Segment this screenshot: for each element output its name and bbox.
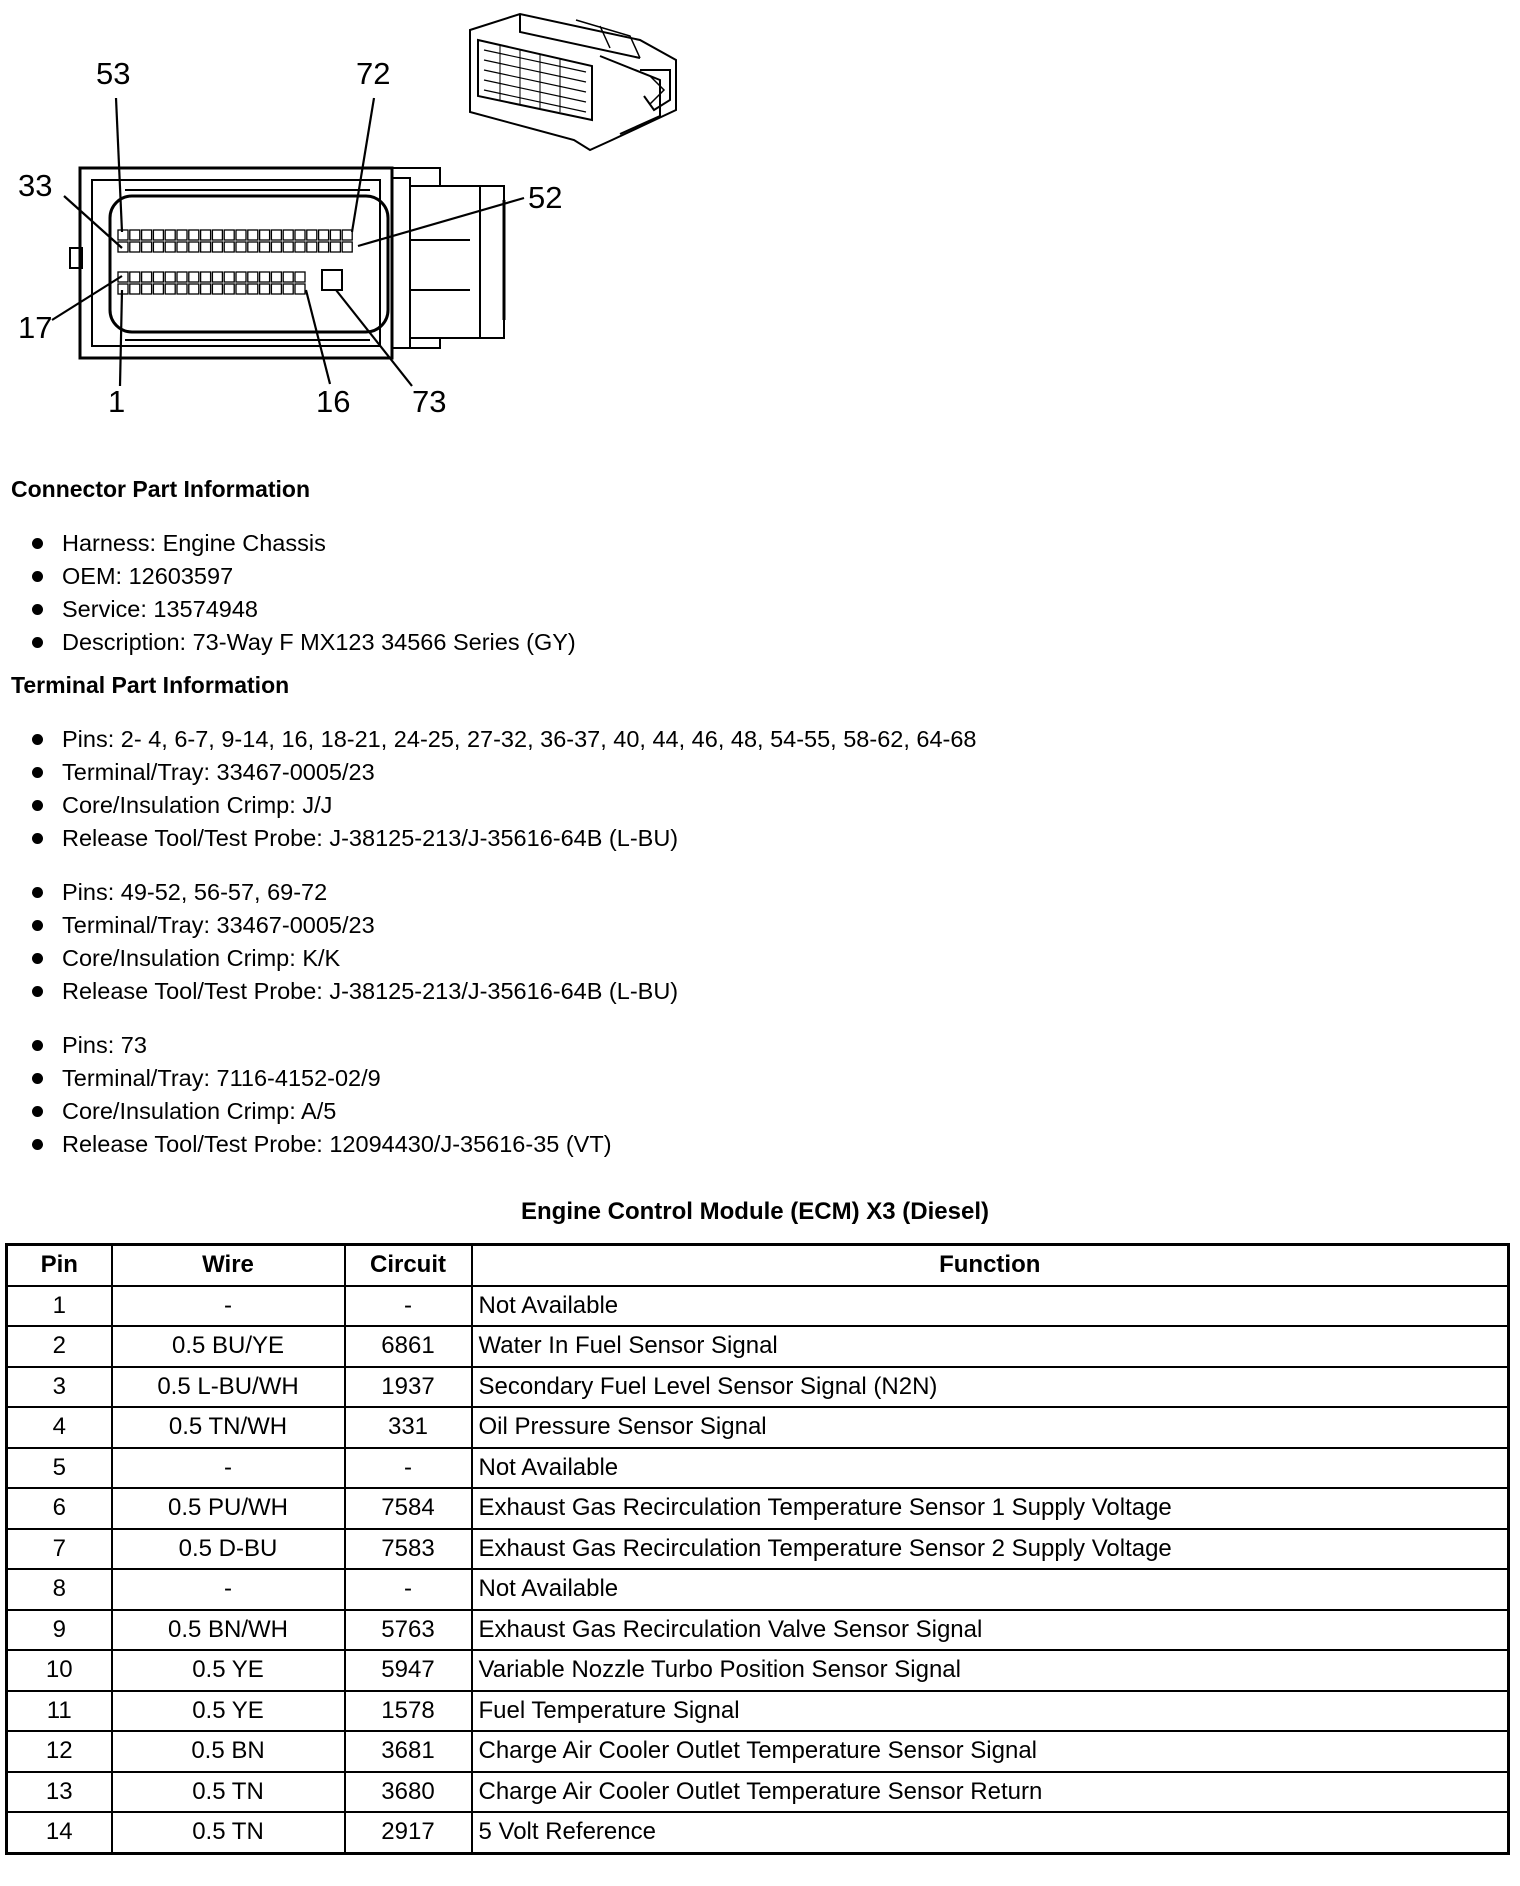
function-cell: Secondary Fuel Level Sensor Signal (N2N)	[472, 1367, 1509, 1408]
table-row	[7, 1407, 1509, 1448]
list-item	[30, 822, 977, 855]
function-cell: Not Available	[472, 1286, 1509, 1327]
list-item	[30, 1095, 612, 1128]
wire-cell: 0.5 TN/WH	[112, 1407, 345, 1448]
pin-cavity	[271, 284, 281, 294]
pin-cell: 4	[7, 1407, 112, 1448]
pin-cavity	[248, 242, 258, 252]
list-item	[30, 1029, 612, 1062]
pin-cavity	[189, 272, 199, 282]
pin-table	[5, 1243, 1510, 1855]
wire-cell: 0.5 TN	[112, 1812, 345, 1853]
pin-cavity	[224, 284, 234, 294]
table-header-row	[7, 1245, 1509, 1286]
list-item	[30, 626, 576, 659]
bullet-icon	[32, 887, 43, 898]
connector-housing	[70, 168, 504, 358]
function-cell: Charge Air Cooler Outlet Temperature Sensor Signal	[472, 1731, 1509, 1772]
pin-cavity	[130, 242, 140, 252]
pin-cell: 8	[7, 1569, 112, 1610]
list-item-text: Service: 13574948	[62, 596, 258, 622]
pin-cavity	[201, 230, 211, 240]
table-row	[7, 1448, 1509, 1489]
function-cell: Variable Nozzle Turbo Position Sensor Signal	[472, 1650, 1509, 1691]
table-row	[7, 1367, 1509, 1408]
pin-cavity	[330, 242, 340, 252]
circuit-cell: 3681	[345, 1731, 472, 1772]
pin-cavity	[236, 242, 246, 252]
pin-cavity	[142, 284, 152, 294]
bullet-icon	[32, 986, 43, 997]
pin-cavity	[271, 242, 281, 252]
pin-cell: 13	[7, 1772, 112, 1813]
pin-cell: 5	[7, 1448, 112, 1489]
connector-diagram	[0, 0, 1520, 440]
terminal-group-1	[30, 723, 977, 855]
pin-73-cavity	[322, 270, 342, 290]
pin-cavity	[177, 284, 187, 294]
pin-cavity	[330, 230, 340, 240]
circuit-cell: 3680	[345, 1772, 472, 1813]
function-cell: Charge Air Cooler Outlet Temperature Sensor Return	[472, 1772, 1509, 1813]
circuit-cell: 2917	[345, 1812, 472, 1853]
pin-cavity	[260, 284, 270, 294]
bullet-icon	[32, 833, 43, 844]
pin-cell: 6	[7, 1488, 112, 1529]
list-item	[30, 756, 977, 789]
pin-cavity	[248, 284, 258, 294]
pin-cavity	[201, 242, 211, 252]
function-cell: Exhaust Gas Recirculation Temperature Sensor 2 Supply Voltage	[472, 1529, 1509, 1570]
callout-33: 33	[18, 168, 53, 203]
function-cell: Exhaust Gas Recirculation Valve Sensor Signal	[472, 1610, 1509, 1651]
list-item	[30, 593, 576, 626]
pin-table-body	[7, 1286, 1509, 1854]
bullet-icon	[32, 734, 43, 745]
pin-cavity	[295, 230, 305, 240]
table-row	[7, 1326, 1509, 1367]
pin-cavity	[201, 284, 211, 294]
pin-cavity	[189, 242, 199, 252]
callout-52: 52	[528, 180, 563, 215]
pin-cavity	[248, 272, 258, 282]
circuit-cell: -	[345, 1448, 472, 1489]
list-item-text: Release Tool/Test Probe: 12094430/J-35616-35 (VT)	[62, 1131, 612, 1157]
pin-cavity	[189, 284, 199, 294]
table-row	[7, 1772, 1509, 1813]
circuit-cell: -	[345, 1286, 472, 1327]
pin-cavity	[224, 230, 234, 240]
bullet-icon	[32, 1040, 43, 1051]
bullet-icon	[32, 953, 43, 964]
pin-cell: 10	[7, 1650, 112, 1691]
wire-cell: 0.5 BN	[112, 1731, 345, 1772]
wire-cell: 0.5 L-BU/WH	[112, 1367, 345, 1408]
pin-cavity	[283, 284, 293, 294]
pin-cell: 2	[7, 1326, 112, 1367]
list-item-text: OEM: 12603597	[62, 563, 234, 589]
list-item-text: Core/Insulation Crimp: J/J	[62, 792, 333, 818]
circuit-cell: 331	[345, 1407, 472, 1448]
callout-16: 16	[316, 384, 351, 419]
connector-info-list	[30, 527, 576, 659]
pin-cell: 11	[7, 1691, 112, 1732]
list-item	[30, 1062, 612, 1095]
pin-cavity	[260, 242, 270, 252]
pin-cavity	[283, 272, 293, 282]
pin-cavity	[201, 272, 211, 282]
list-item	[30, 876, 678, 909]
pin-cavity	[153, 272, 163, 282]
list-item-text: Pins: 2- 4, 6-7, 9-14, 16, 18-21, 24-25, 27-32, 36-37, 40, 44, 46, 48, 54-55, 58-62, 64-68	[62, 726, 977, 752]
connector-isometric-view	[470, 14, 676, 150]
upper-pin-row	[118, 230, 352, 252]
pin-cavity	[224, 272, 234, 282]
terminal-info-heading: Terminal Part Information	[11, 672, 290, 698]
function-cell: Not Available	[472, 1448, 1509, 1489]
pin-cavity	[236, 272, 246, 282]
pin-cavity	[224, 242, 234, 252]
pin-cell: 1	[7, 1286, 112, 1327]
wire-cell: 0.5 BN/WH	[112, 1610, 345, 1651]
callout-72: 72	[356, 56, 391, 91]
pin-cavity	[142, 230, 152, 240]
pin-cavity	[212, 242, 222, 252]
circuit-cell: 7583	[345, 1529, 472, 1570]
table-title: Engine Control Module (ECM) X3 (Diesel)	[520, 1198, 989, 1225]
bullet-icon	[32, 1106, 43, 1117]
list-item	[30, 723, 977, 756]
list-item-text: Terminal/Tray: 33467-0005/23	[62, 759, 375, 785]
pin-cavity	[165, 242, 175, 252]
bullet-icon	[32, 767, 43, 778]
table-row	[7, 1286, 1509, 1327]
list-item	[30, 560, 576, 593]
list-item-text: Pins: 73	[62, 1032, 147, 1058]
pin-cavity	[142, 242, 152, 252]
pin-cell: 9	[7, 1610, 112, 1651]
header-wire: Wire	[112, 1245, 345, 1286]
circuit-cell: -	[345, 1569, 472, 1610]
circuit-cell: 7584	[345, 1488, 472, 1529]
list-item-text: Harness: Engine Chassis	[62, 530, 326, 556]
bullet-icon	[32, 571, 43, 582]
pin-cell: 12	[7, 1731, 112, 1772]
pin-cavity	[271, 230, 281, 240]
pin-cavity	[248, 230, 258, 240]
bullet-icon	[32, 800, 43, 811]
pin-cavity	[130, 230, 140, 240]
table-row	[7, 1569, 1509, 1610]
bullet-icon	[32, 1139, 43, 1150]
connector-drawing	[0, 0, 1520, 440]
list-item	[30, 527, 576, 560]
pin-cell: 14	[7, 1812, 112, 1853]
pin-cavity	[283, 242, 293, 252]
header-pin: Pin	[7, 1245, 112, 1286]
bullet-icon	[32, 637, 43, 648]
function-cell: Oil Pressure Sensor Signal	[472, 1407, 1509, 1448]
wire-cell: -	[112, 1569, 345, 1610]
list-item-text: Terminal/Tray: 7116-4152-02/9	[62, 1065, 381, 1091]
pin-cavity	[283, 230, 293, 240]
pin-cavity	[236, 284, 246, 294]
pin-cavity	[153, 242, 163, 252]
list-item	[30, 1128, 612, 1161]
pin-cavity	[177, 272, 187, 282]
pin-cavity	[319, 230, 329, 240]
wire-cell: 0.5 D-BU	[112, 1529, 345, 1570]
pin-cavity	[177, 230, 187, 240]
list-item	[30, 942, 678, 975]
circuit-cell: 1937	[345, 1367, 472, 1408]
pin-cavity	[212, 272, 222, 282]
wire-cell: 0.5 PU/WH	[112, 1488, 345, 1529]
pin-cavity	[130, 272, 140, 282]
table-row	[7, 1691, 1509, 1732]
table-row	[7, 1650, 1509, 1691]
table-row	[7, 1812, 1509, 1853]
list-item-text: Description: 73-Way F MX123 34566 Series (GY)	[62, 629, 576, 655]
pin-cavity	[212, 230, 222, 240]
circuit-cell: 5763	[345, 1610, 472, 1651]
list-item-text: Core/Insulation Crimp: K/K	[62, 945, 341, 971]
wire-cell: 0.5 YE	[112, 1650, 345, 1691]
bullet-icon	[32, 604, 43, 615]
list-item	[30, 789, 977, 822]
pin-cavity	[307, 230, 317, 240]
pin-cavity	[165, 284, 175, 294]
wire-cell: 0.5 YE	[112, 1691, 345, 1732]
pin-cavity	[271, 272, 281, 282]
pin-cavity	[153, 284, 163, 294]
pin-cavity	[130, 284, 140, 294]
table-row	[7, 1488, 1509, 1529]
wire-cell: 0.5 TN	[112, 1772, 345, 1813]
pin-cavity	[153, 230, 163, 240]
function-cell: Exhaust Gas Recirculation Temperature Sensor 1 Supply Voltage	[472, 1488, 1509, 1529]
pin-cavity	[307, 242, 317, 252]
wire-cell: -	[112, 1286, 345, 1327]
pin-cavity	[212, 284, 222, 294]
circuit-cell: 6861	[345, 1326, 472, 1367]
bullet-icon	[32, 920, 43, 931]
pin-cavity	[342, 242, 352, 252]
header-circuit: Circuit	[345, 1245, 472, 1286]
callout-53: 53	[96, 56, 131, 91]
connector-info-heading: Connector Part Information	[11, 476, 311, 502]
pin-cavity	[295, 284, 305, 294]
terminal-group-3	[30, 1029, 612, 1161]
function-cell: Not Available	[472, 1569, 1509, 1610]
pin-cell: 3	[7, 1367, 112, 1408]
table-row	[7, 1610, 1509, 1651]
function-cell: Water In Fuel Sensor Signal	[472, 1326, 1509, 1367]
wire-cell: -	[112, 1448, 345, 1489]
table-row	[7, 1529, 1509, 1570]
wire-cell: 0.5 BU/YE	[112, 1326, 345, 1367]
table-row	[7, 1731, 1509, 1772]
list-item	[30, 975, 678, 1008]
circuit-cell: 5947	[345, 1650, 472, 1691]
pin-cavity	[295, 272, 305, 282]
callout-73: 73	[412, 384, 447, 419]
terminal-group-2	[30, 876, 678, 1008]
list-item-text: Release Tool/Test Probe: J-38125-213/J-35616-64B (L-BU)	[62, 978, 679, 1004]
pin-cavity	[260, 272, 270, 282]
list-item	[30, 909, 678, 942]
header-function: Function	[472, 1245, 1509, 1286]
pin-cavity	[236, 230, 246, 240]
circuit-cell: 1578	[345, 1691, 472, 1732]
pin-cavity	[342, 230, 352, 240]
pin-cavity	[177, 242, 187, 252]
bullet-icon	[32, 538, 43, 549]
pin-cavity	[165, 272, 175, 282]
pin-cavity	[142, 272, 152, 282]
pin-cell: 7	[7, 1529, 112, 1570]
pin-cavity	[189, 230, 199, 240]
callout-1: 1	[108, 384, 126, 419]
pin-cavity	[165, 230, 175, 240]
pin-cavity	[260, 230, 270, 240]
list-item-text: Pins: 49-52, 56-57, 69-72	[62, 879, 328, 905]
callout-17: 17	[18, 310, 53, 345]
function-cell: 5 Volt Reference	[472, 1812, 1509, 1853]
pin-cavity	[319, 242, 329, 252]
lower-pin-row	[118, 272, 305, 294]
function-cell: Fuel Temperature Signal	[472, 1691, 1509, 1732]
pin-cavity	[295, 242, 305, 252]
list-item-text: Release Tool/Test Probe: J-38125-213/J-35616-64B (L-BU)	[62, 825, 679, 851]
list-item-text: Terminal/Tray: 33467-0005/23	[62, 912, 375, 938]
bullet-icon	[32, 1073, 43, 1084]
list-item-text: Core/Insulation Crimp: A/5	[62, 1098, 337, 1124]
